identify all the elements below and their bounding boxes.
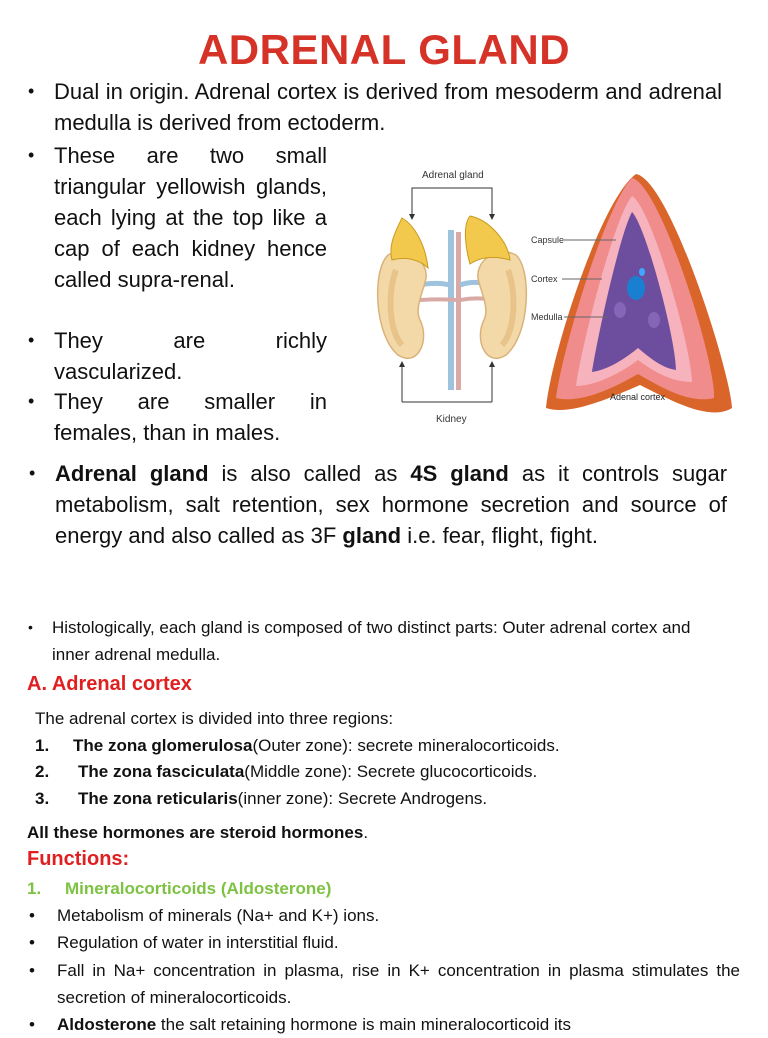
bullet-text: They are richly vascularized. (54, 328, 327, 384)
capsule-label: Capsule (531, 235, 565, 245)
zone-number: 3. (35, 789, 50, 808)
bullet-dot: • (29, 906, 35, 925)
function-item-text: Regulation of water in interstitial fluid. (57, 933, 339, 952)
zone-row-fasciculata (35, 758, 537, 785)
bullet-vascularized (28, 325, 327, 387)
bullet-text: Dual in origin. Adrenal cortex is derived from mesoderm and adrenal medulla is derived from ectoderm. (54, 79, 722, 135)
bullet-dot: • (29, 1015, 35, 1034)
function-item (29, 957, 740, 1011)
zone-name: The zona reticularis (78, 789, 238, 808)
zone-row-glomerulosa (35, 732, 560, 759)
sub-number: 1. (27, 879, 42, 898)
functions-subheading (27, 875, 331, 902)
bullet-dot: • (28, 619, 33, 635)
aldosterone-term: Aldosterone (57, 1015, 157, 1034)
steroid-note-bold: All these hormones are steroid hormones (27, 823, 364, 842)
bullet-4s-gland (29, 458, 728, 551)
bullet-text: These are two small triangular yellowish glands, each lying at the top like a cap of each kidney hence called supra-renal. (54, 143, 327, 292)
zone-name: The zona fasciculata (78, 762, 245, 781)
zone-number: 2. (35, 762, 50, 781)
functions-heading: Functions: (27, 848, 130, 870)
steroid-note-end: . (363, 823, 369, 842)
adrenal-cortex-label: Adenal cortex (610, 392, 666, 402)
zone-desc: (Middle zone): Secrete glucocorticoids. (244, 762, 538, 781)
bullet-dot: • (28, 145, 35, 165)
function-item-text: the salt retaining hormone is main mineralocorticoid its (156, 1015, 571, 1034)
bullet-dot: • (29, 961, 35, 980)
zone-number: 1. (35, 736, 50, 755)
zone-row-reticularis (35, 785, 487, 812)
bullet-triangular-glands (28, 140, 327, 295)
kidney-label: Kidney (436, 414, 467, 425)
bullet-dot: • (29, 463, 36, 483)
zone-desc: (inner zone): Secrete Androgens. (237, 789, 488, 808)
text-segment: i.e. fear, flight, fight. (401, 523, 598, 548)
function-item-text: Fall in Na+ concentration in plasma, rise in K+ concentration in plasma stimulates the secretion of mineralocorticoids. (57, 961, 740, 1007)
function-item-cut (29, 1011, 740, 1038)
bullet-text: Histologically, each gland is composed of two distinct parts: Outer adrenal cortex and inner adrenal medulla. (52, 618, 691, 664)
adrenal-cross-section (531, 174, 732, 412)
bullet-dot: • (28, 81, 35, 101)
bullet-dot: • (28, 330, 35, 350)
sub-label: Mineralocorticoids (Aldosterone) (65, 879, 332, 898)
steroid-note (27, 819, 368, 846)
bullet-smaller-females (28, 386, 327, 448)
adrenal-gland-term: Adrenal gland (55, 461, 209, 486)
page-title: ADRENAL GLAND (197, 26, 571, 73)
gland-term: gland (342, 523, 402, 548)
bullet-histology (28, 614, 717, 668)
4s-gland-term: 4S gland (410, 461, 509, 486)
bullet-dot: • (29, 933, 35, 952)
adrenal-figure (370, 160, 740, 430)
kidney-illustration (378, 170, 527, 425)
bullet-text: They are smaller in females, than in males. (54, 389, 327, 445)
bullet-dot: • (28, 391, 35, 411)
cortex-intro: The adrenal cortex is divided into three regions: (35, 709, 394, 728)
function-item (29, 902, 740, 929)
bullet-dual-origin (28, 76, 722, 138)
medulla-label: Medulla (531, 312, 563, 322)
zone-name: The zona glomerulosa (73, 736, 253, 755)
text-segment: as it controls sugar metabolism, salt retention, sex hormone secretion and source of energy and also called as 3F (55, 461, 728, 548)
function-item-text: Metabolism of minerals (Na+ and K+) ions. (57, 906, 380, 925)
adrenal-gland-label: Adrenal gland (422, 170, 484, 181)
text-segment: is also called as (208, 461, 411, 486)
section-heading-adrenal-cortex: A. Adrenal cortex (27, 673, 192, 695)
cortex-label: Cortex (531, 274, 558, 284)
zone-desc: (Outer zone): secrete mineralocorticoids. (252, 736, 560, 755)
function-item (29, 929, 740, 956)
